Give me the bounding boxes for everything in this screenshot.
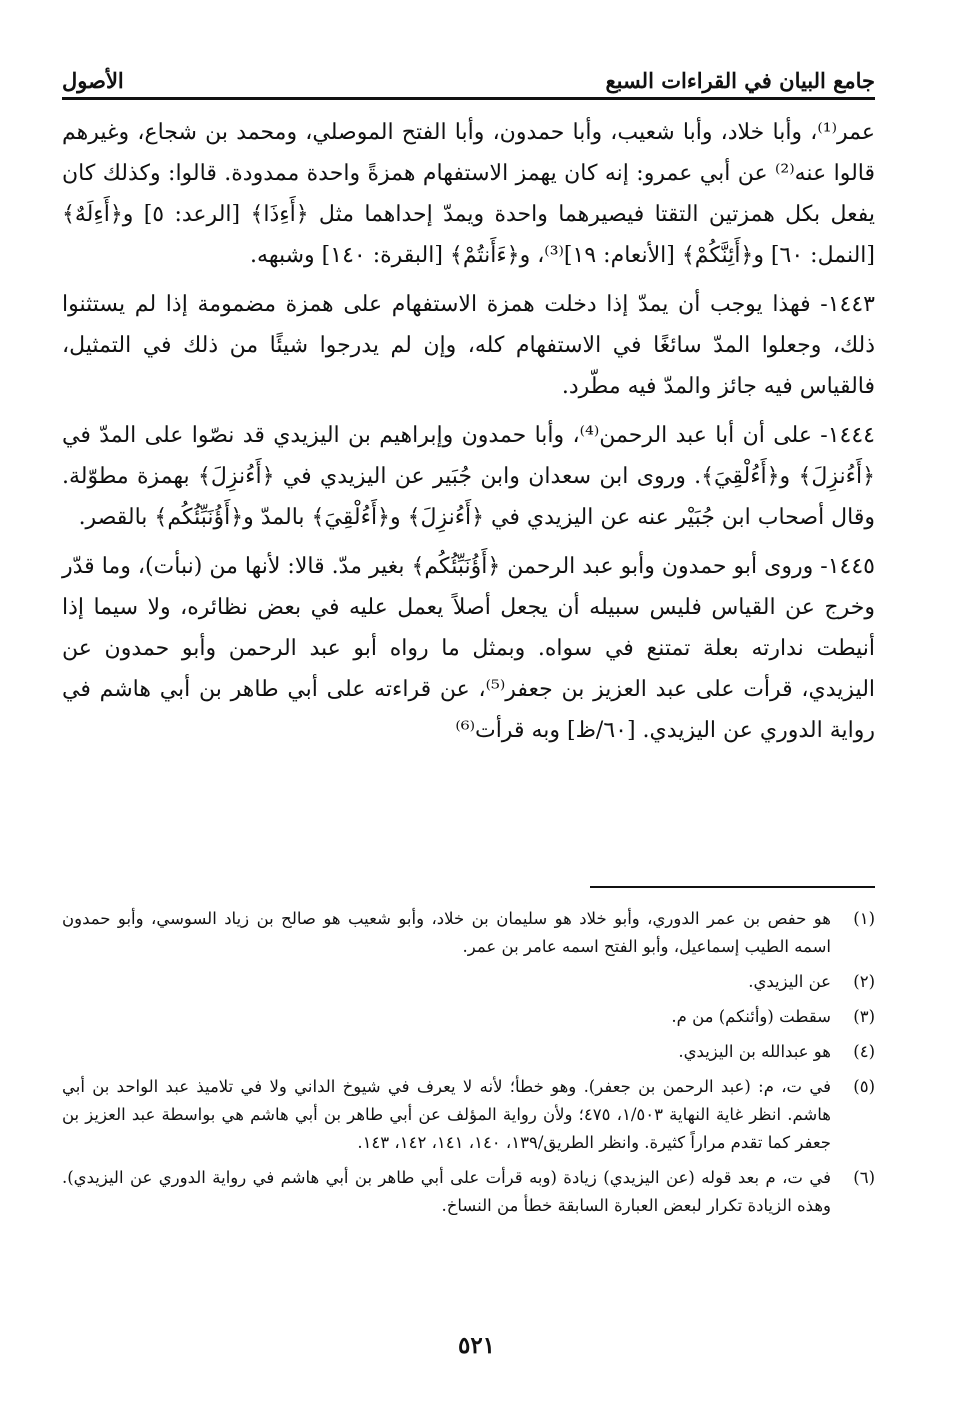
footnote-number: (٦): [853, 1168, 875, 1187]
paragraph: ١٤٤٤- على أن أبا عبد الرحمن⁽⁴⁾، وأبا حمدون وإبراهيم بن اليزيدي قد نصّوا على المدّ في ﴿أَءُنزِلَ﴾ و﴿أَءُلْقِيَ﴾. وروى ابن سعدان وابن جُبَير عن اليزيدي في ﴿أَءُنزِلَ﴾ بهمزة مطوّلة. وقال أصحاب ابن جُبَيْر عنه عن اليزيدي في ﴿أَءُنزِلَ﴾ و﴿أَءُلْقِيَ﴾ بالمدّ و﴿أَؤُنَبِّئُكُم﴾ بالقصر.: [62, 423, 875, 530]
footnotes: [62, 905, 875, 1227]
footnote: [62, 1073, 875, 1157]
footnote-number: (٣): [853, 1007, 875, 1026]
book-title: جامع البيان في القراءات السبع: [605, 68, 875, 93]
footnote-number: (٥): [853, 1077, 875, 1096]
footnote: [62, 1038, 875, 1066]
footnote-text: هو حفص بن عمر الدوري، وأبو خلاد هو سليمان بن خلاد، وأبو شعيب هو صالح بن زياد السوسي، وأبو حمدون اسمه الطيب إسماعيل، وأبو الفتح اسمه عامر بن عمر.: [62, 909, 831, 956]
main-text: [62, 112, 875, 759]
footnote-separator: [590, 886, 875, 888]
footnote: [62, 1003, 875, 1031]
section-title: الأصول: [62, 68, 124, 93]
footnote-text: عن اليزيدي.: [748, 972, 831, 991]
footnote-text: سقطت (وأئنكم) من م.: [671, 1007, 831, 1026]
footnote: [62, 1164, 875, 1220]
footnote: [62, 905, 875, 961]
footnote: [62, 968, 875, 996]
footnote-text: في ت، م بعد قوله (عن اليزيدي) زيادة (وبه قرأت على أبي طاهر بن أبي هاشم في رواية الدوري عن اليزيدي). وهذه الزيادة تكرار لبعض العبارة السابقة خطأ من النساخ.: [62, 1168, 831, 1215]
paragraph: ١٤٤٥- وروى أبو حمدون وأبو عبد الرحمن ﴿أَؤُنَبِّئُكُم﴾ بغير مدّ. قالا: لأنها من (نبأت)، وما قدّر وخرج عن القياس فليس سبيله أن يجعل أصلاً يعمل عليه في بعض نظائره، ولا سيما إذا أنيطت ندارته بعلة تمتنع في سواه. وبمثل ما رواه أبو عبد الرحمن وأبو حمدون عن اليزيدي، قرأت على عبد العزيز بن جعفر⁽⁵⁾، عن قراءته على أبي طاهر بن أبي هاشم في رواية الدوري عن اليزيدي. [٦٠/ظ] وبه قرأت⁽⁶⁾: [62, 554, 876, 743]
footnote-number: (١): [853, 909, 875, 928]
footnote-number: (٤): [853, 1042, 875, 1061]
running-header: [62, 56, 875, 100]
footnote-number: (٢): [853, 972, 875, 991]
page-number: ٥٢١: [457, 1332, 496, 1359]
footnote-text: في ت، م: (عبد الرحمن بن جعفر). وهو خطأ؛ لأنه لا يعرف في شيوخ الداني ولا في تلاميذ عبد الواحد بن أبي هاشم. انظر غاية النهاية ١/٥٠٣، ٤٧٥؛ ولأن رواية المؤلف عن أبي طاهر بن أبي هاشم هي بواسطة عبد العزيز بن جعفر كما تقدم مراراً كثيرة. وانظر الطريق/١٣٩، ١٤٠، ١٤١، ١٤٢، ١٤٣.: [62, 1077, 831, 1152]
footnote-text: هو عبدالله بن اليزيدي.: [678, 1042, 831, 1061]
paragraph: ١٤٤٣- فهذا يوجب أن يمدّ إذا دخلت همزة الاستفهام على همزة مضمومة إذا لم يستثنوا ذلك، وجعلوا المدّ سائغًا في الاستفهام كله، وإن لم يدرجوا شيئًا من ذلك في التمثيل، فالقياس فيه جائز والمدّ فيه مطّرد.: [62, 292, 875, 399]
paragraph: عمر⁽¹⁾، وأبا خلاد، وأبا شعيب، وأبا حمدون، وأبا الفتح الموصلي، ومحمد بن شجاع، وغيرهم قالوا عنه⁽²⁾ عن أبي عمرو: إنه كان يهمز الاستفهام همزةً واحدة ممدودة. قالوا: وكذلك كان يفعل بكل همزتين التقتا فيصيرهما واحدة ويمدّ إحداهما مثل ﴿أَءِذَا﴾ [الرعد: ٥] و﴿أَءِلَهٌ﴾ [النمل: ٦٠] و﴿أَئِنَّكُمْ﴾ [الأنعام: ١٩]⁽³⁾، و﴿ءَأَنتُمْ﴾ [البقرة: ١٤٠] وشبهه.: [62, 120, 876, 268]
